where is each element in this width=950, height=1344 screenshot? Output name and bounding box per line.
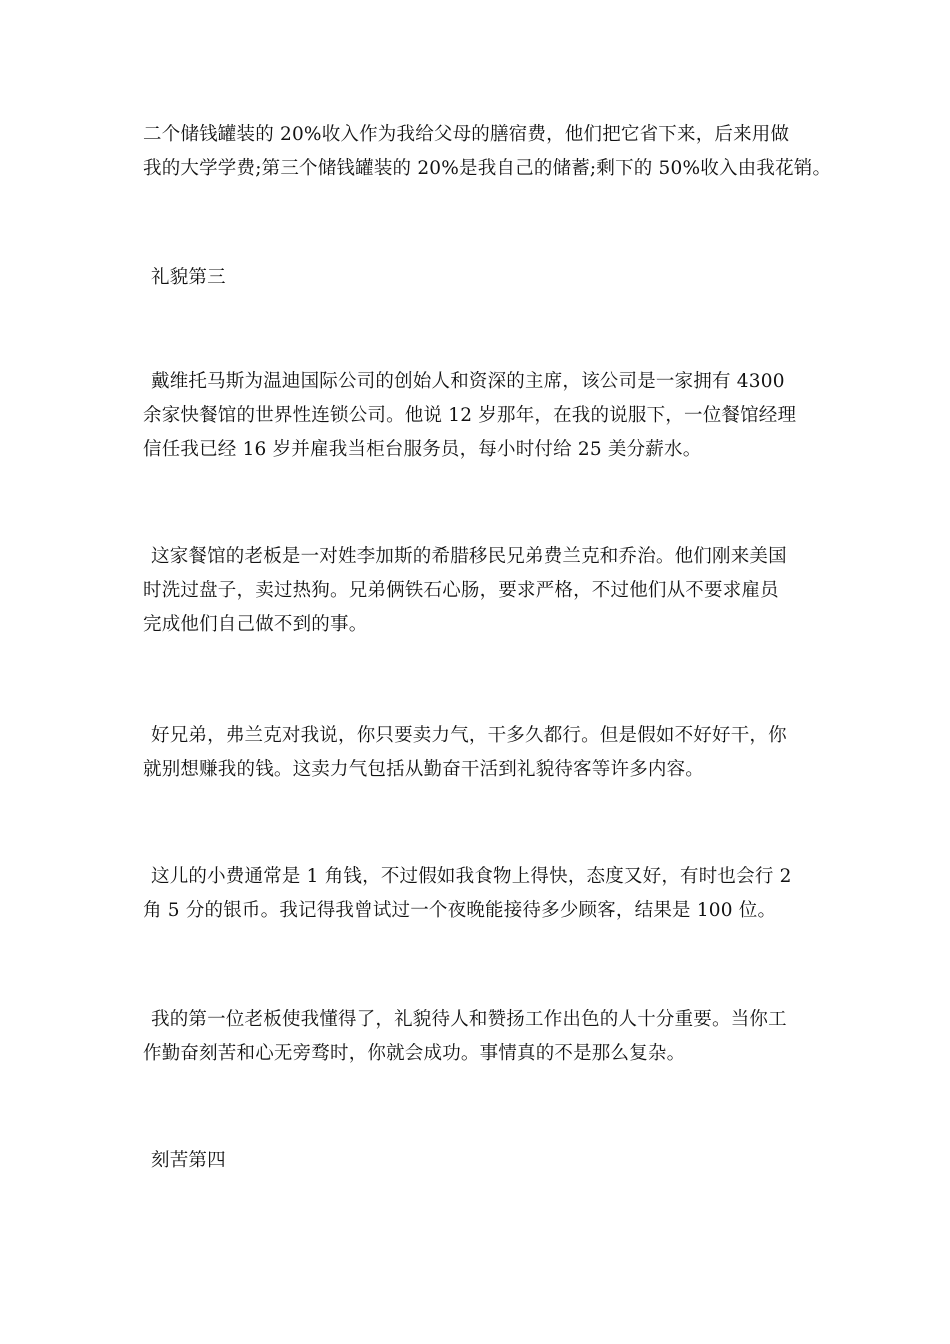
- paragraph-line: 时洗过盘子，卖过热狗。兄弟俩铁石心肠，要求严格，不过他们从不要求雇员: [143, 580, 779, 601]
- section-heading-diligence: [143, 1144, 823, 1178]
- paragraph-dave-thomas: [143, 365, 823, 467]
- section-heading: 礼貌第三: [151, 267, 226, 288]
- paragraph-line: 就别想赚我的钱。这卖力气包括从勤奋干活到礼貌待客等许多内容。: [143, 759, 705, 780]
- paragraph-line: 余家快餐馆的世界性连锁公司。他说 12 岁那年，在我的说服下，一位餐馆经理: [143, 405, 797, 426]
- paragraph-line: 信任我已经 16 岁并雇我当柜台服务员，每小时付给 25 美分薪水。: [143, 439, 702, 460]
- paragraph-savings-allocation: [143, 118, 832, 186]
- paragraph-first-boss-lesson: [143, 1003, 823, 1071]
- paragraph-line: 我的第一位老板使我懂得了，礼貌待人和赞扬工作出色的人十分重要。当你工: [151, 1009, 787, 1030]
- paragraph-tips: [143, 860, 823, 928]
- section-heading: 刻苦第四: [151, 1150, 226, 1171]
- paragraph-line: 角 5 分的银币。我记得我曾试过一个夜晚能接待多少顾客，结果是 100 位。: [143, 900, 777, 921]
- paragraph-line: 我的大学学费;第三个储钱罐装的 20%是我自己的储蓄;剩下的 50%收入由我花销。: [143, 158, 832, 179]
- paragraph-line: 二个储钱罐装的 20%收入作为我给父母的膳宿费，他们把它省下来，后来用做: [143, 124, 790, 145]
- paragraph-line: 这儿的小费通常是 1 角钱，不过假如我食物上得快，态度又好，有时也会行 2: [151, 866, 792, 887]
- paragraph-line: 好兄弟，弗兰克对我说，你只要卖力气，干多久都行。但是假如不好好干，你: [151, 725, 787, 746]
- section-heading-courtesy: [143, 261, 823, 295]
- paragraph-restaurant-owners: [143, 540, 823, 642]
- paragraph-line: 作勤奋刻苦和心无旁骛时，你就会成功。事情真的不是那么复杂。: [143, 1043, 686, 1064]
- paragraph-line: 这家餐馆的老板是一对姓李加斯的希腊移民兄弟费兰克和乔治。他们刚来美国: [151, 546, 787, 567]
- paragraph-line: 戴维托马斯为温迪国际公司的创始人和资深的主席，该公司是一家拥有 4300: [151, 371, 785, 392]
- paragraph-frank-advice: [143, 719, 823, 787]
- paragraph-line: 完成他们自己做不到的事。: [143, 614, 368, 635]
